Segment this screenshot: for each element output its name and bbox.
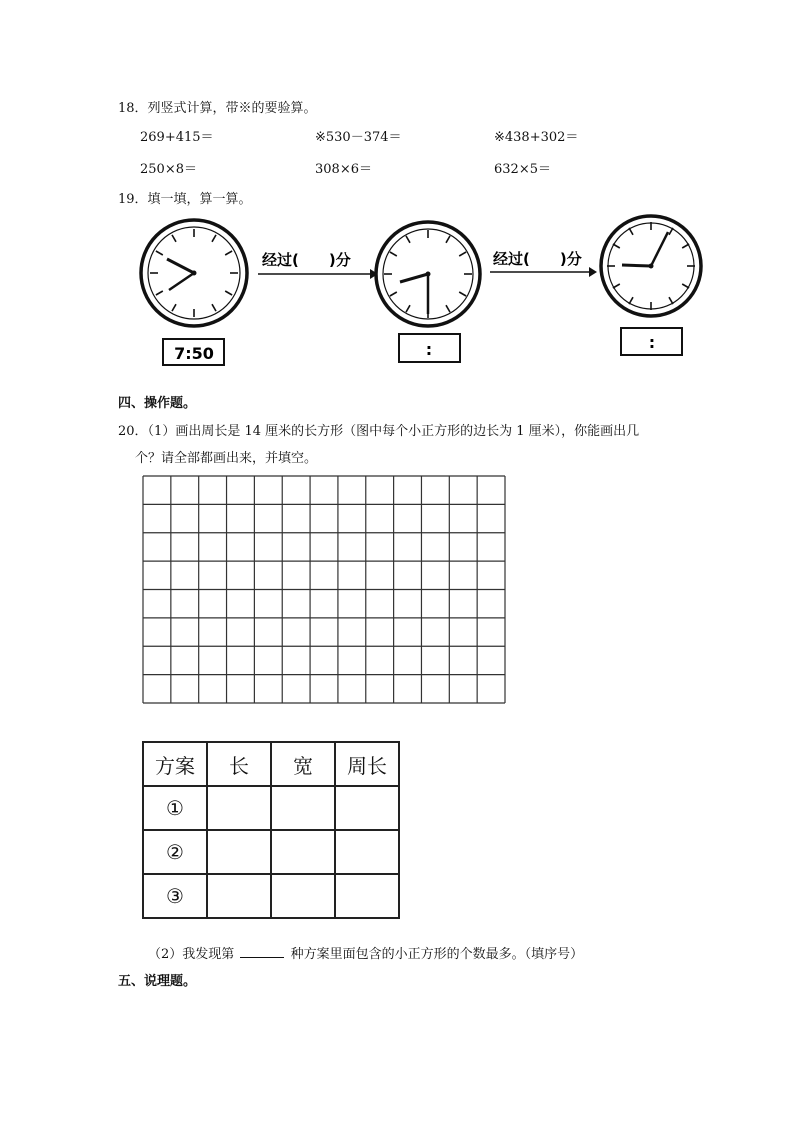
section-4-title: 四、操作题。 [118,396,197,411]
plan-table [142,741,400,919]
calc-item: ※530－374＝ [315,130,402,145]
answer-cell[interactable] [271,874,335,918]
arrow-label: 经过( )分 [262,251,351,269]
answer-cell[interactable] [207,830,271,874]
header-cell-perimeter: 周长 [335,742,399,786]
table-row [143,786,399,830]
table-row [143,874,399,918]
answer-cell[interactable] [271,830,335,874]
q20-line2: 个？请全部都画出来，并填空。 [135,451,318,466]
header-cell-length: 长 [207,742,271,786]
clock-figure [134,210,704,382]
row-number: ③ [143,874,207,918]
time-label: : [425,340,433,359]
clock-1 [141,220,247,365]
calc-item: ※438+302＝ [494,130,579,145]
row-number: ① [143,786,207,830]
calc-item: 632×5＝ [494,162,551,177]
answer-cell[interactable] [335,830,399,874]
square-grid [141,474,507,705]
calc-item: 250×8＝ [140,162,197,177]
part2-prefix: （2）我发现第 [148,947,235,962]
q20-part2 [148,943,583,962]
arrow-label: 经过( )分 [493,250,582,268]
header-cell-width: 宽 [271,742,335,786]
time-label: 7:50 [174,344,214,363]
clock-2 [376,222,480,362]
calc-item: 308×6＝ [315,162,372,177]
hour-hand [622,265,651,266]
answer-cell[interactable] [207,874,271,918]
row-number: ② [143,830,207,874]
table-row [143,830,399,874]
table-header-row [143,742,399,786]
time-label: : [648,333,656,352]
clock-3 [601,216,701,355]
answer-blank[interactable] [240,957,284,958]
header-cell-plan: 方案 [143,742,207,786]
arrow-1 [258,251,378,279]
q18-title: 18．列竖式计算，带※的要验算。 [118,101,317,116]
answer-cell[interactable] [335,874,399,918]
q20-line1: 20．（1）画出周长是 14 厘米的长方形（图中每个小正方形的边长为 1 厘米），你能画出几 [118,424,640,439]
answer-cell[interactable] [335,786,399,830]
q19-title: 19．填一填，算一算。 [118,192,252,207]
calc-item: 269+415＝ [140,130,214,145]
arrow-2 [490,250,597,277]
answer-cell[interactable] [207,786,271,830]
section-5-title: 五、说理题。 [118,974,197,989]
part2-suffix: 种方案里面包含的小正方形的个数最多。（填序号） [290,947,584,962]
answer-cell[interactable] [271,786,335,830]
